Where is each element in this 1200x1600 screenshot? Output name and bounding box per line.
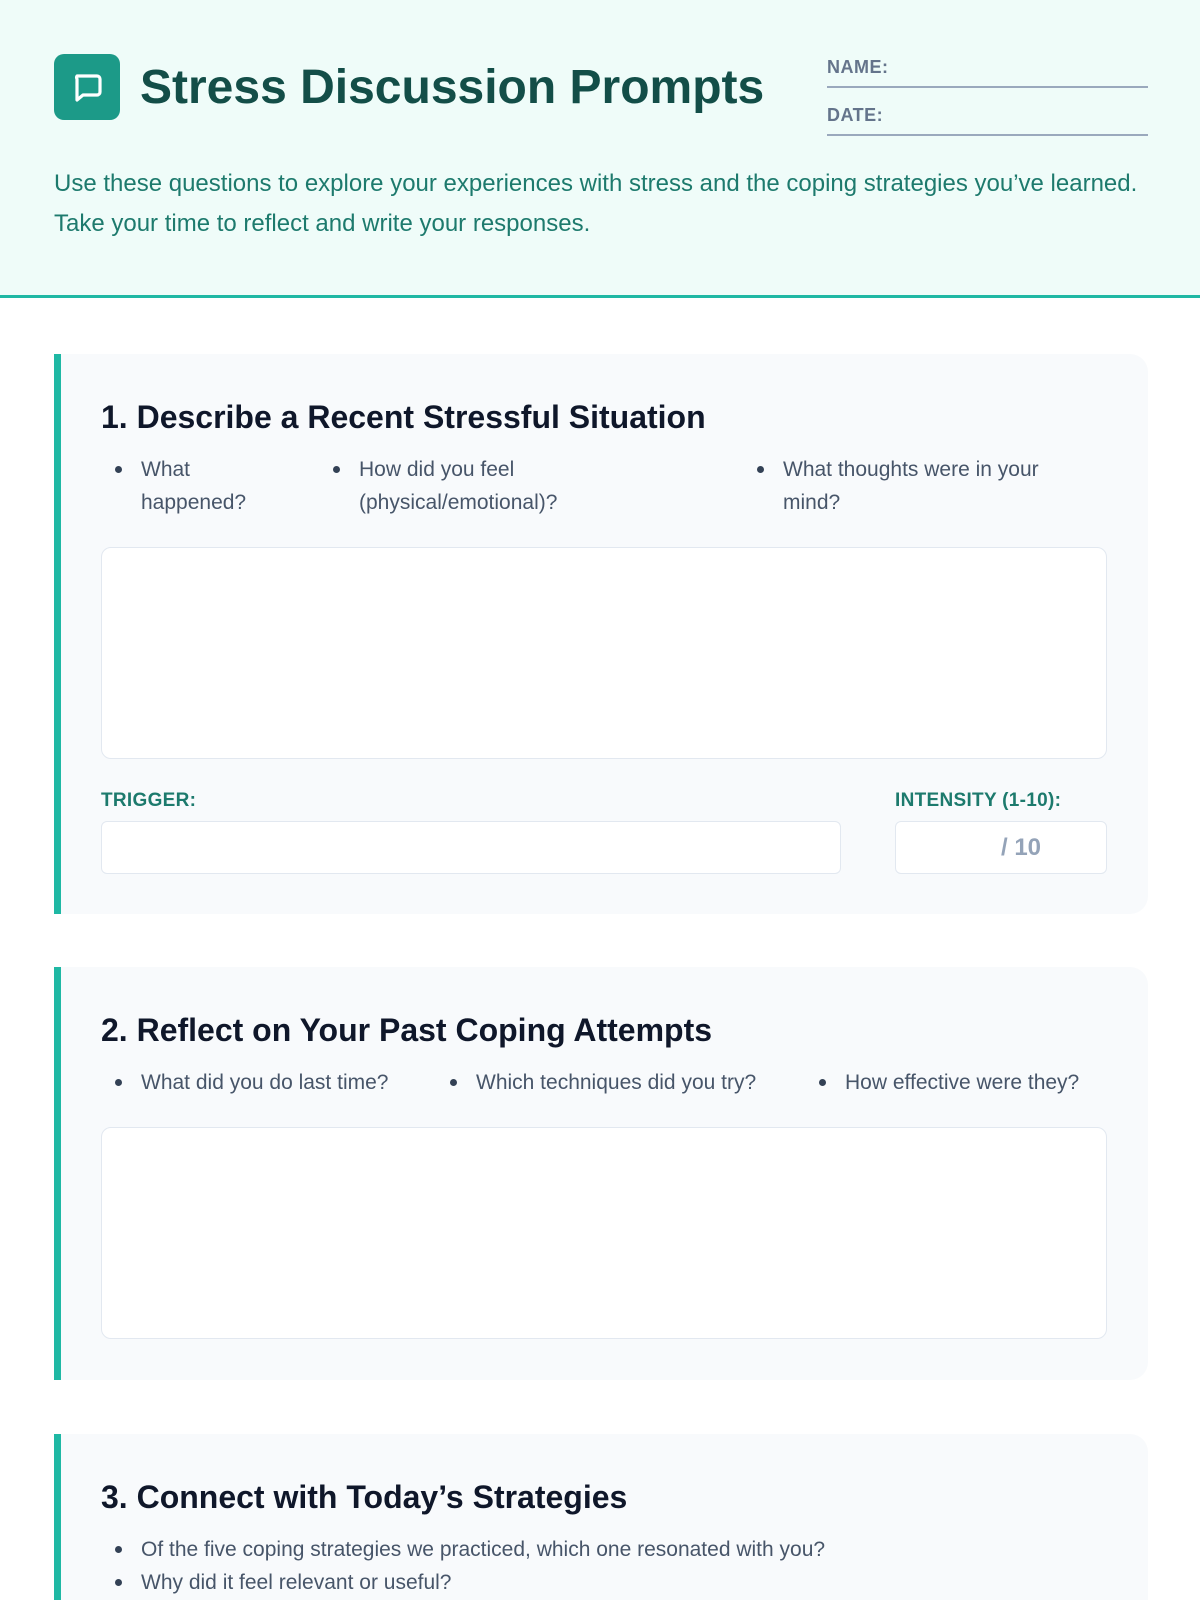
prompt-bullet: What thoughts were in your mind?	[749, 453, 1089, 519]
section-card-2	[54, 967, 1148, 1380]
trigger-input[interactable]	[101, 821, 841, 874]
section-title: 1. Describe a Recent Stressful Situation	[101, 399, 706, 435]
prompt-bullet: Why did it feel relevant or useful?	[107, 1566, 1087, 1599]
trigger-label: TRIGGER:	[101, 790, 197, 811]
prompt-bullet: Of the five coping strategies we practiced, which one resonated with you?	[107, 1533, 1087, 1566]
prompt-bullet: What did you do last time?	[107, 1066, 437, 1099]
section-card-3	[54, 1434, 1148, 1600]
section-title: 2. Reflect on Your Past Coping Attempts	[101, 1012, 713, 1048]
prompt-bullet: How did you feel (physical/emotional)?	[325, 453, 625, 519]
prompt-bullet: How effective were they?	[811, 1066, 1111, 1099]
response-textarea[interactable]	[101, 547, 1107, 759]
intensity-label: INTENSITY (1-10):	[895, 790, 1062, 811]
date-label: DATE:	[827, 105, 884, 125]
response-textarea[interactable]	[101, 1127, 1107, 1339]
section-card-1	[54, 354, 1148, 914]
section-title: 3. Connect with Today’s Strategies	[101, 1479, 628, 1515]
worksheet-header	[0, 0, 1200, 298]
name-label: NAME:	[827, 57, 889, 77]
name-field[interactable]	[827, 57, 1148, 88]
page-title: Stress Discussion Prompts	[140, 61, 765, 114]
intensity-suffix: / 10	[1000, 833, 1042, 861]
prompt-bullet: What happened?	[107, 453, 277, 519]
chat-bubble-icon	[54, 54, 120, 120]
intro-text: Use these questions to explore your experiences with stress and the coping strategies you’ve learned. Take your time to reflect and write your responses.	[54, 170, 1138, 237]
intensity-input[interactable]	[895, 821, 1107, 874]
date-field[interactable]	[827, 105, 1148, 136]
prompt-bullet: Which techniques did you try?	[442, 1066, 792, 1099]
